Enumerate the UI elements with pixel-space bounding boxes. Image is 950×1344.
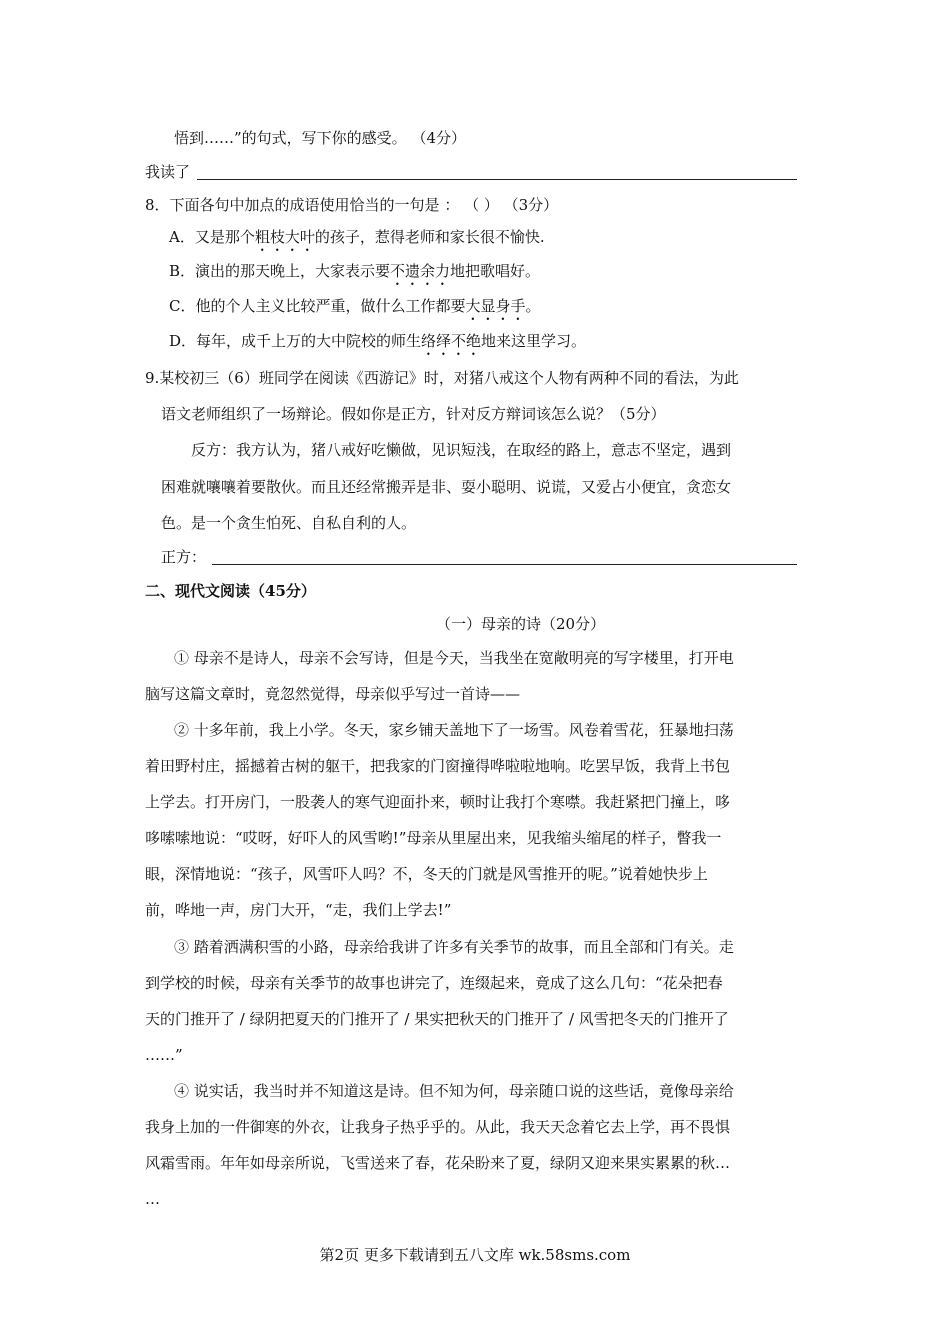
q8-option-c-idiom: 大显身手 [465,297,526,315]
q9-answer-label: 正方： [161,548,207,566]
q8-option-c [169,296,541,324]
q8-option-a-post: 的孩子，惹得老师和家长很不愉快. [314,228,545,246]
passage-p2-line-5: 眼，深情地说：“孩子，风雪吓人吗？不，冬天的门就是风雪推开的呢。”说着她快步上 [145,865,708,883]
passage-p4-line-3: 风霜雪雨。年年如母亲所说，飞雪送来了春，花朵盼来了夏，绿阴又迎来果实累累的秋… [145,1154,731,1172]
q8-option-b [169,261,540,289]
q9-line-2: 语文老师组织了一场辩论。假如你是正方，针对反方辩词该怎么说？（5分） [161,405,666,423]
q8-option-c-pre: C．他的个人主义比较严重，做什么工作都要 [169,297,466,315]
passage-p3-line-4: ……” [145,1046,183,1064]
q9-opposing-2: 困难就嚷嚷着要散伙。而且还经常搬弄是非、耍小聪明、说谎，又爱占小便宜，贪恋女 [161,478,732,496]
passage-p2-line-2: 着田野村庄，摇撼着古树的躯干，把我家的门窗撞得哗啦啦地响。吃罢早饭，我背上书包 [145,757,731,775]
q8-option-d [169,331,586,359]
q8-option-d-pre: D．每年，成千上万的大中院校的师生 [169,332,422,350]
passage-p3-line-2: 到学校的时候，母亲有关季节的故事也讲完了，连缀起来，竟成了这么几句：“花朵把春 [145,974,723,992]
q9-answer-line[interactable] [212,564,797,565]
passage-p3-line-1: ③ 踏着洒满积雪的小路，母亲给我讲了许多有关季节的故事，而且全部和门有关。走 [174,938,734,956]
q8-option-c-post: 。 [525,297,541,315]
passage-p1-line-1: ① 母亲不是诗人，母亲不会写诗，但是今天，当我坐在宽敞明亮的写字楼里，打开电 [174,649,734,667]
q7-continuation: 悟到……”的句式，写下你的感受。 （4分） [174,129,466,147]
q8-option-a [169,227,545,255]
q9-opposing-3: 色。是一个贪生怕死、自私自利的人。 [161,514,417,532]
passage-p2-line-3: 上学去。打开房门，一股袭人的寒气迎面扑来，顿时让我打个寒噤。我赶紧把门撞上，哆 [145,793,731,811]
q7-answer-label: 我读了 [145,163,191,181]
passage-p2-line-1: ② 十多年前，我上小学。冬天，家乡铺天盖地下了一场雪。风卷着雪花，狂暴地扫荡 [174,721,734,739]
q8-option-b-post: 地把歌唱好。 [450,262,541,280]
passage-p1-line-2: 脑写这篇文章时，竟忽然觉得，母亲似乎写过一首诗—— [145,685,521,703]
passage-p2-line-4: 哆嗦嗦地说：“哎呀，好吓人的风雪哟!”母亲从里屋出来，见我缩头缩尾的样子，瞥我一 [145,829,722,847]
q8-option-b-pre: B．演出的那天晚上，大家表示要 [169,262,391,280]
passage-p4-line-4: … [145,1190,160,1208]
q8-option-d-post: 地来这里学习。 [481,332,587,350]
q8-stem: 8．下面各句中加点的成语使用恰当的一句是 ： （ ） （3分） [145,196,559,214]
passage-p4-line-2: 我身上加的一件御寒的外衣，让我身子热乎乎的。从此，我天天念着它去上学，再不畏惧 [145,1118,731,1136]
q8-option-b-idiom: 不遗余力 [390,262,451,280]
q8-option-a-pre: A．又是那个 [169,228,255,246]
section-heading: 二、现代文阅读（45分） [145,582,316,600]
q9-opposing-1: 反方：我方认为，猪八戒好吃懒做，见识短浅，在取经的路上，意志不坚定，遇到 [191,441,732,459]
q8-option-d-idiom: 络绎不绝 [421,332,482,350]
passage-title: （一）母亲的诗（20分） [436,615,606,633]
q7-answer-line[interactable] [197,179,797,180]
q9-line-1: 9.某校初三（6）班同学在阅读《西游记》时，对猪八戒这个人物有两种不同的看法，为此 [145,369,739,387]
passage-p4-line-1: ④ 说实话，我当时并不知道这是诗。但不知为何，母亲随口说的这些话，竟像母亲给 [174,1082,734,1100]
q8-option-a-idiom: 粗枝大叶 [254,228,315,246]
passage-p3-line-3: 天的门推开了 / 绿阴把夏天的门推开了 / 果实把秋天的门推开了 / 风雪把冬天的门推开了 [145,1010,729,1028]
passage-p2-line-6: 前，哗地一声，房门大开，“走，我们上学去!” [145,901,452,919]
page-footer: 第2页 更多下载请到五八文库 wk.58sms.com [319,1246,631,1264]
